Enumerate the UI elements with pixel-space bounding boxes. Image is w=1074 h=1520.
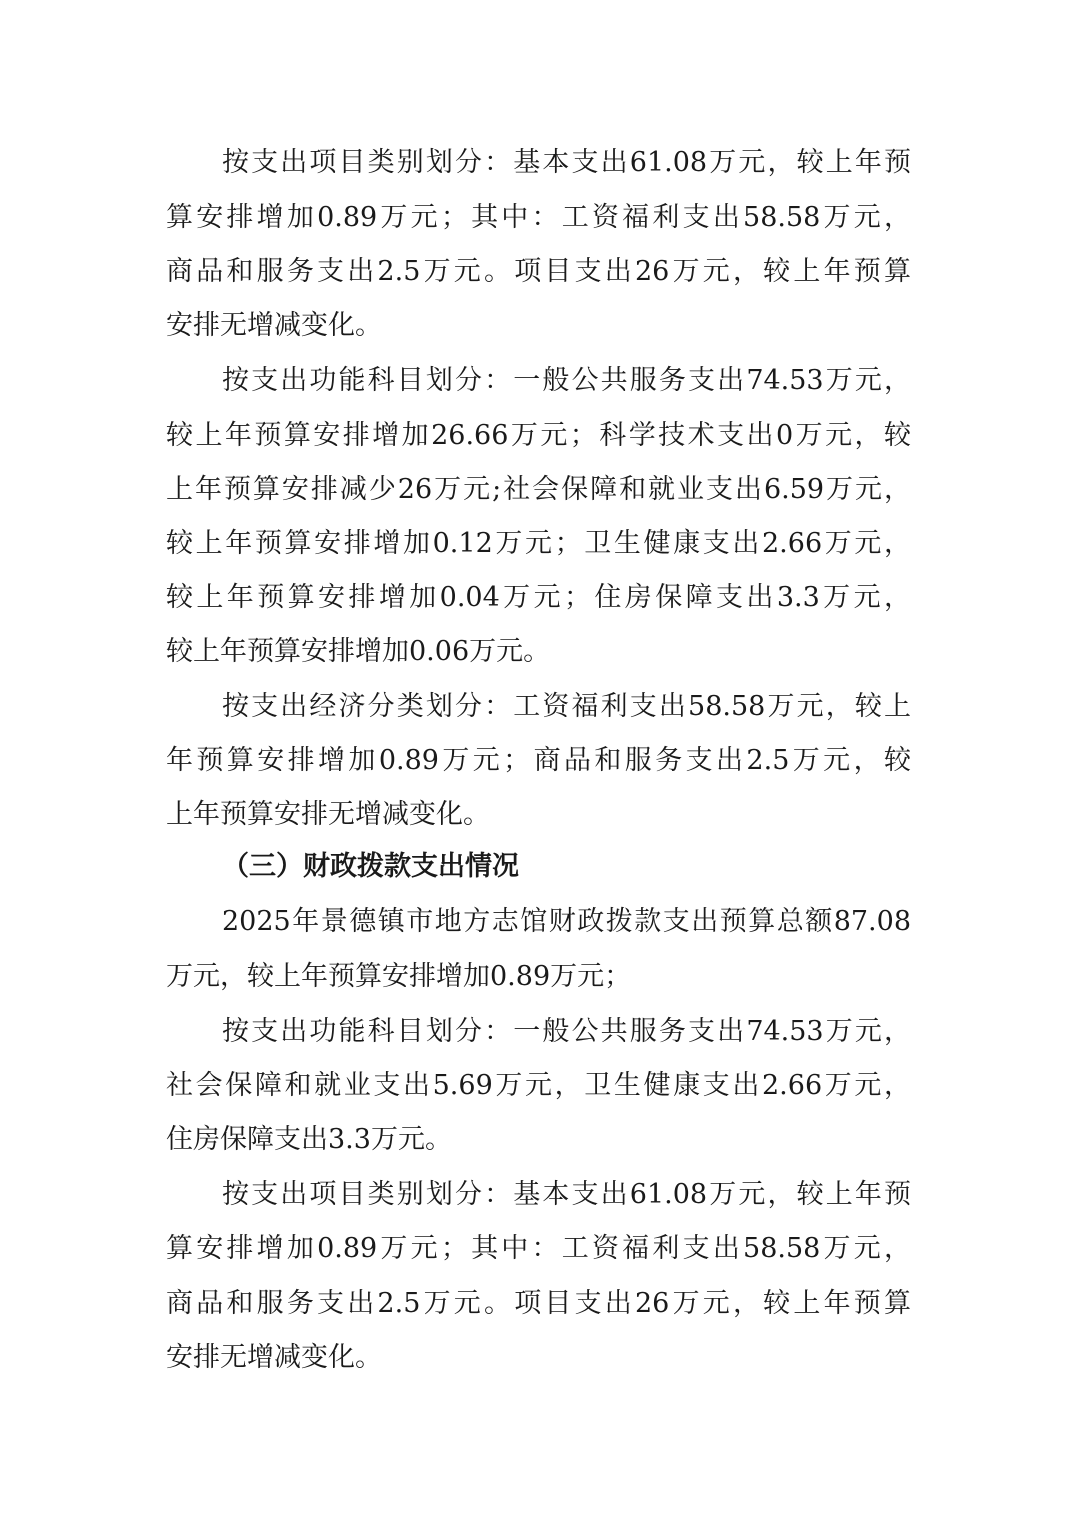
paragraph-line: 上年预算安排减少26万元;社会保障和就业支出6.59万元， <box>166 474 911 505</box>
paragraph-line: 较上年预算安排增加0.12万元；卫生健康支出2.66万元， <box>166 528 911 559</box>
paragraph-line: 较上年预算安排增加0.04万元；住房保障支出3.3万元， <box>166 582 911 613</box>
paragraph-line: 住房保障支出3.3万元。 <box>166 1124 452 1155</box>
paragraph-line: 年预算安排增加0.89万元；商品和服务支出2.5万元，较 <box>166 745 911 776</box>
paragraph-line: 商品和服务支出2.5万元。项目支出26万元，较上年预算 <box>166 1288 911 1319</box>
paragraph-line: 商品和服务支出2.5万元。项目支出26万元，较上年预算 <box>166 256 911 287</box>
paragraph-line: 按支出功能科目划分：一般公共服务支出74.53万元， <box>222 365 911 396</box>
paragraph-line: 较上年预算安排增加26.66万元；科学技术支出0万元，较 <box>166 420 911 451</box>
paragraph-line: 社会保障和就业支出5.69万元，卫生健康支出2.66万元， <box>166 1070 911 1101</box>
paragraph-line: 2025年景德镇市地方志馆财政拨款支出预算总额87.08 <box>222 906 911 937</box>
paragraph-line: 较上年预算安排增加0.06万元。 <box>166 636 551 667</box>
paragraph-line: 按支出项目类别划分：基本支出61.08万元，较上年预 <box>222 1179 911 1210</box>
section-heading: （三）财政拨款支出情况 <box>222 851 519 882</box>
paragraph-line: 按支出项目类别划分：基本支出61.08万元，较上年预 <box>222 147 911 178</box>
paragraph-line: 安排无增减变化。 <box>166 310 382 341</box>
paragraph-line: 算安排增加0.89万元；其中：工资福利支出58.58万元， <box>166 1233 911 1264</box>
paragraph-line: 按支出经济分类划分：工资福利支出58.58万元，较上 <box>222 691 911 722</box>
paragraph-line: 万元，较上年预算安排增加0.89万元； <box>166 961 632 992</box>
paragraph-line: 上年预算安排无增减变化。 <box>166 799 490 830</box>
paragraph-line: 按支出功能科目划分：一般公共服务支出74.53万元， <box>222 1016 911 1047</box>
paragraph-line: 算安排增加0.89万元；其中：工资福利支出58.58万元， <box>166 202 911 233</box>
paragraph-line: 安排无增减变化。 <box>166 1342 382 1373</box>
